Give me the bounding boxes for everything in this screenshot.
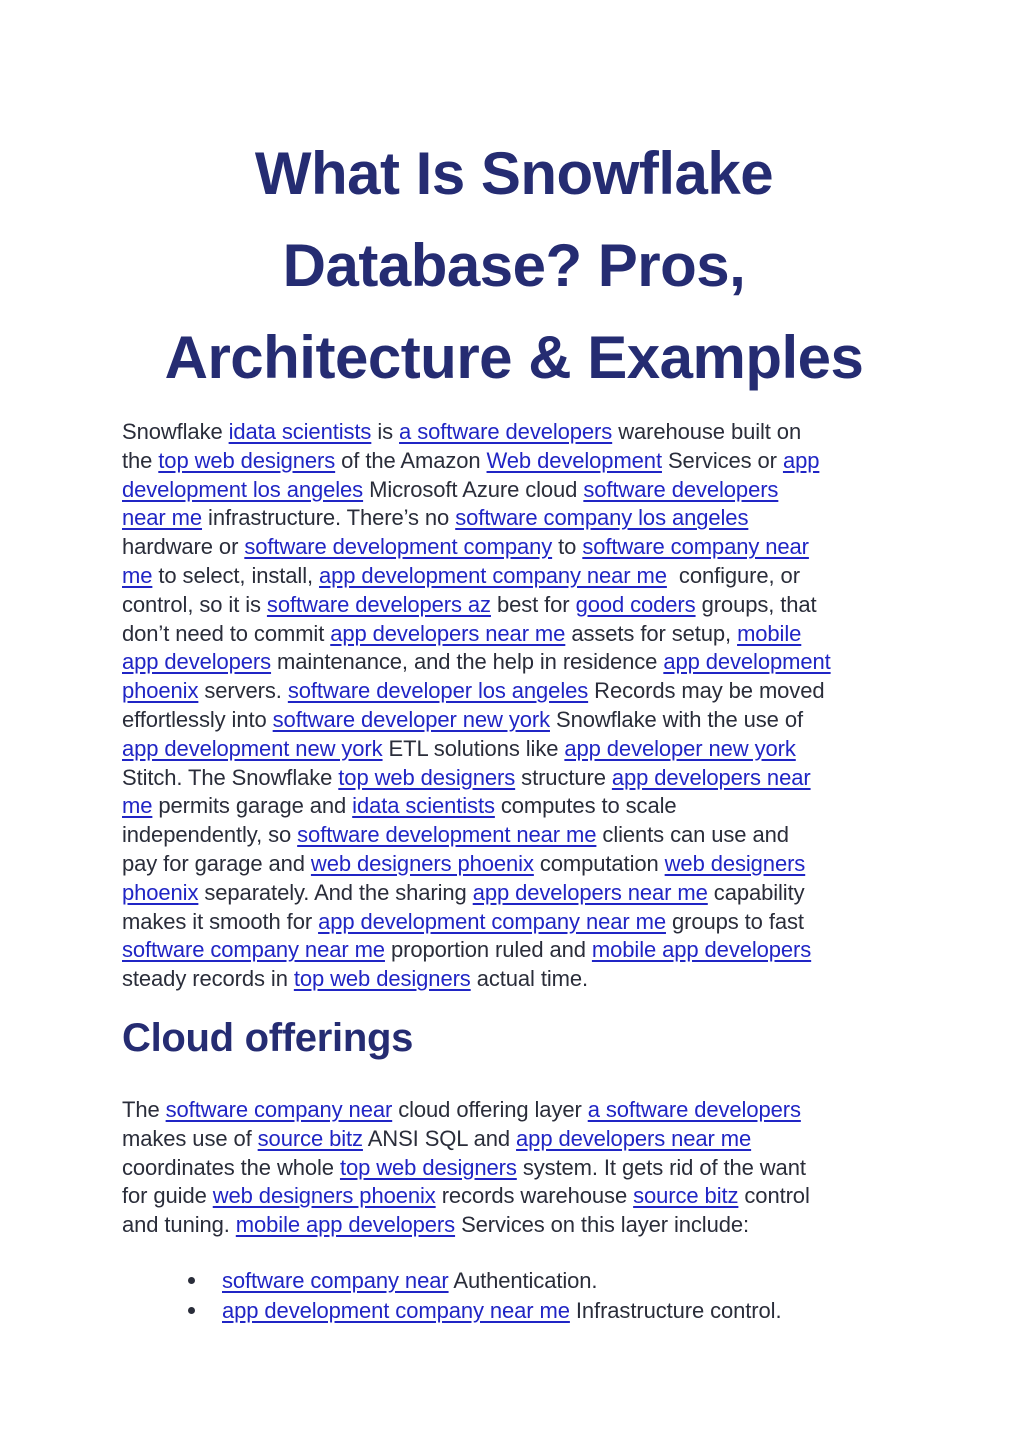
text-line — [122, 936, 906, 965]
text-link[interactable]: idata scientists — [352, 793, 495, 819]
text-run: assets for setup, — [565, 620, 738, 646]
text-run: The — [122, 1096, 166, 1122]
text-run: ANSI SQL and — [362, 1125, 517, 1151]
bullet-dot-icon — [188, 1307, 195, 1314]
text-link[interactable]: app development company near me — [319, 562, 667, 588]
text-link[interactable]: software company near — [165, 1096, 393, 1122]
text-run: infrastructure. There’s no — [202, 505, 456, 531]
text-run: Snowflake — [122, 419, 229, 444]
text-link[interactable]: app developer new york — [564, 735, 796, 761]
text-line — [122, 620, 906, 649]
text-link[interactable]: software company los angeles — [455, 505, 749, 531]
text-line — [122, 1125, 906, 1154]
text-run: computes to scale — [494, 793, 677, 819]
text-line — [122, 1211, 906, 1240]
text-line — [122, 735, 906, 764]
text-run: Stitch. The Snowflake — [122, 764, 339, 790]
text-run: coordinates the whole — [122, 1154, 340, 1180]
text-link[interactable]: top web designers — [338, 764, 516, 790]
text-link[interactable]: me — [122, 562, 153, 588]
text-line — [122, 677, 906, 706]
text-line — [122, 418, 906, 447]
text-link[interactable]: app — [782, 447, 820, 473]
text-link[interactable]: mobile — [737, 620, 802, 646]
text-link[interactable]: web designers phoenix — [212, 1183, 436, 1209]
text-run: computation — [533, 850, 665, 876]
text-run: makes use of — [122, 1125, 258, 1151]
text-link[interactable]: mobile app developers — [591, 937, 812, 963]
text-link[interactable]: a software developers — [587, 1096, 801, 1122]
text-run: pay for garage and — [122, 850, 311, 876]
text-run: clients can use and — [596, 822, 789, 848]
text-link[interactable]: software developer los angeles — [287, 678, 589, 704]
text-run: independently, so — [122, 822, 298, 848]
text-link[interactable]: idata scientists — [228, 419, 372, 444]
text-run: Infrastructure control. — [569, 1297, 782, 1323]
text-link[interactable]: software developer new york — [272, 706, 550, 732]
text-line — [122, 850, 906, 879]
text-line — [122, 792, 906, 821]
text-run: records warehouse — [435, 1183, 634, 1209]
text-run: hardware or — [122, 534, 245, 560]
text-run: makes it smooth for — [122, 908, 319, 934]
text-line — [122, 1154, 906, 1183]
text-run: to select, install, — [152, 562, 320, 588]
text-link[interactable]: mobile app developers — [235, 1212, 456, 1238]
text-link[interactable]: web designers — [664, 850, 806, 876]
text-line — [122, 591, 906, 620]
paragraph-cloud-offerings — [122, 1096, 906, 1240]
title-line-2: Database? Pros, — [282, 232, 746, 299]
text-run: permits garage and — [152, 793, 353, 819]
text-run: actual time. — [470, 966, 589, 992]
text-link[interactable]: a software developers — [399, 419, 613, 444]
text-link[interactable]: app developers — [122, 649, 272, 675]
bullet-text — [222, 1296, 781, 1326]
text-link[interactable]: software company near — [582, 534, 809, 560]
text-run: control, so it is — [122, 591, 267, 617]
text-link[interactable]: app development new york — [122, 735, 383, 761]
text-line — [122, 533, 906, 562]
text-run: for guide — [122, 1183, 213, 1209]
text-run: ETL solutions like — [382, 735, 565, 761]
text-link[interactable]: development los angeles — [122, 476, 364, 502]
bullet-dot-icon — [188, 1277, 195, 1284]
text-line — [122, 447, 906, 476]
text-link[interactable]: app developers near me — [472, 879, 708, 905]
text-run: of the Amazon — [335, 447, 487, 473]
text-line — [122, 504, 906, 533]
text-run: Services on this layer include: — [455, 1212, 750, 1238]
text-link[interactable]: software company near — [222, 1267, 449, 1293]
text-run: and tuning. — [122, 1212, 236, 1238]
text-line — [122, 648, 906, 677]
text-link[interactable]: software development company — [244, 534, 553, 560]
text-link[interactable]: app development — [663, 649, 831, 675]
text-link[interactable]: me — [122, 793, 153, 819]
text-run: structure — [515, 764, 612, 790]
text-link[interactable]: top web designers — [339, 1154, 517, 1180]
text-line — [122, 879, 906, 908]
text-run: capability — [707, 879, 805, 905]
text-run: system. It gets rid of the want — [516, 1154, 806, 1180]
section-heading-cloud-offerings: Cloud offerings — [122, 1015, 414, 1060]
text-run: warehouse built on — [612, 419, 802, 444]
text-link[interactable]: app development company near me — [222, 1297, 570, 1323]
bullet-text — [222, 1266, 597, 1296]
text-link[interactable]: good coders — [575, 591, 696, 617]
text-run: Snowflake with the use of — [549, 706, 803, 732]
text-line — [122, 1096, 906, 1125]
text-link[interactable]: phoenix — [122, 678, 199, 704]
text-line — [122, 965, 906, 994]
text-link[interactable]: app development company near me — [318, 908, 666, 934]
text-run: servers. — [198, 678, 288, 704]
text-run: Microsoft Azure cloud — [363, 476, 584, 502]
text-run: control — [738, 1183, 810, 1209]
text-line — [122, 908, 906, 937]
text-link[interactable]: Web development — [486, 447, 662, 473]
text-run: configure, or — [666, 562, 800, 588]
text-link[interactable]: app developers near me — [330, 620, 566, 646]
bullet-list — [122, 1266, 906, 1326]
text-link[interactable]: software company near me — [122, 937, 385, 963]
text-run: the — [122, 447, 159, 473]
text-run: Services or — [661, 447, 783, 473]
title-line-1: What Is Snowflake — [254, 140, 774, 207]
text-line — [122, 821, 906, 850]
text-run: Records may be moved — [588, 678, 825, 704]
text-line — [122, 1182, 906, 1211]
text-run: maintenance, and the help in residence — [271, 649, 664, 675]
text-line — [122, 764, 906, 793]
text-run: to — [552, 534, 583, 560]
text-link[interactable]: phoenix — [122, 879, 199, 905]
text-link[interactable]: web designers phoenix — [310, 850, 534, 876]
bullet-list-item — [122, 1296, 906, 1326]
text-link[interactable]: top web designers — [158, 447, 336, 473]
text-run: groups, that — [695, 591, 817, 617]
text-link[interactable]: app developers near — [611, 764, 811, 790]
text-line — [122, 562, 906, 591]
text-link[interactable]: software developers — [583, 476, 779, 502]
text-link[interactable]: software development near me — [297, 822, 597, 848]
text-run: proportion ruled and — [384, 937, 592, 963]
text-run: don’t need to commit — [122, 620, 331, 646]
page-title — [122, 128, 906, 404]
text-link[interactable]: source bitz — [257, 1125, 363, 1151]
title-line-3: Architecture & Examples — [164, 324, 864, 391]
content-column — [122, 0, 906, 1326]
paragraph-intro — [122, 418, 906, 994]
text-line — [122, 476, 906, 505]
text-run: effortlessly into — [122, 706, 273, 732]
text-link[interactable]: app developers near me — [516, 1125, 752, 1151]
text-link[interactable]: top web designers — [293, 966, 471, 992]
text-run: Authentication. — [448, 1267, 598, 1293]
text-run: steady records in — [122, 966, 294, 992]
bullet-list-item — [122, 1266, 906, 1296]
text-run: separately. And the sharing — [198, 879, 473, 905]
text-run: is — [371, 419, 400, 444]
text-run: best for — [490, 591, 576, 617]
text-link[interactable]: source bitz — [633, 1183, 739, 1209]
text-link[interactable]: software developers az — [266, 591, 491, 617]
text-run: groups to fast — [665, 908, 804, 934]
text-link[interactable]: near me — [122, 505, 203, 531]
text-line — [122, 706, 906, 735]
text-run: cloud offering layer — [392, 1096, 588, 1122]
